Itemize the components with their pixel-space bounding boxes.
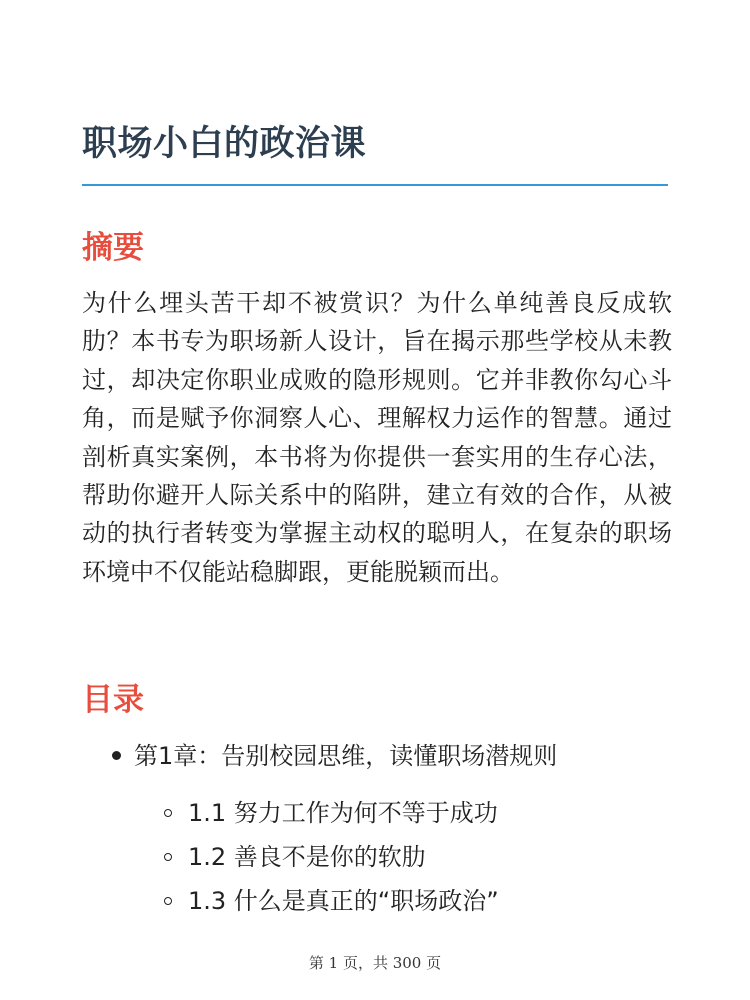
bullet-disc-icon: [112, 751, 121, 760]
abstract-heading: 摘要: [82, 230, 144, 266]
bullet-circle-icon: [164, 809, 172, 817]
toc-section-item: 1.1 努力工作为何不等于成功: [188, 799, 498, 827]
toc-heading: 目录: [82, 682, 144, 718]
abstract-paragraph: 为什么埋头苦干却不被赏识？为什么单纯善良反成软肋？本书专为职场新人设计，旨在揭示那些学校从未教过，却决定你职业成败的隐形规则。它并非教你勾心斗角，而是赋予你洞察人心、理解权力运作的智慧。通过剖析真实案例，本书将为你提供一套实用的生存心法，帮助你避开人际关系中的陷阱，建立有效的合作，从被动的执行者转变为掌握主动权的聪明人，在复杂的职场环境中不仅能站稳脚跟，更能脱颖而出。: [82, 289, 672, 586]
title-divider: [82, 184, 668, 186]
toc-section-item: 1.3 什么是真正的“职场政治”: [188, 887, 499, 915]
document-title: 职场小白的政治课: [82, 124, 367, 164]
bullet-circle-icon: [164, 853, 172, 861]
page-number-footer: 第 1 页，共 300 页: [308, 954, 442, 972]
toc-chapter-item: 第1章：告别校园思维，读懂职场潜规则: [134, 742, 558, 770]
bullet-circle-icon: [164, 897, 172, 905]
toc-section-item: 1.2 善良不是你的软肋: [188, 843, 426, 871]
